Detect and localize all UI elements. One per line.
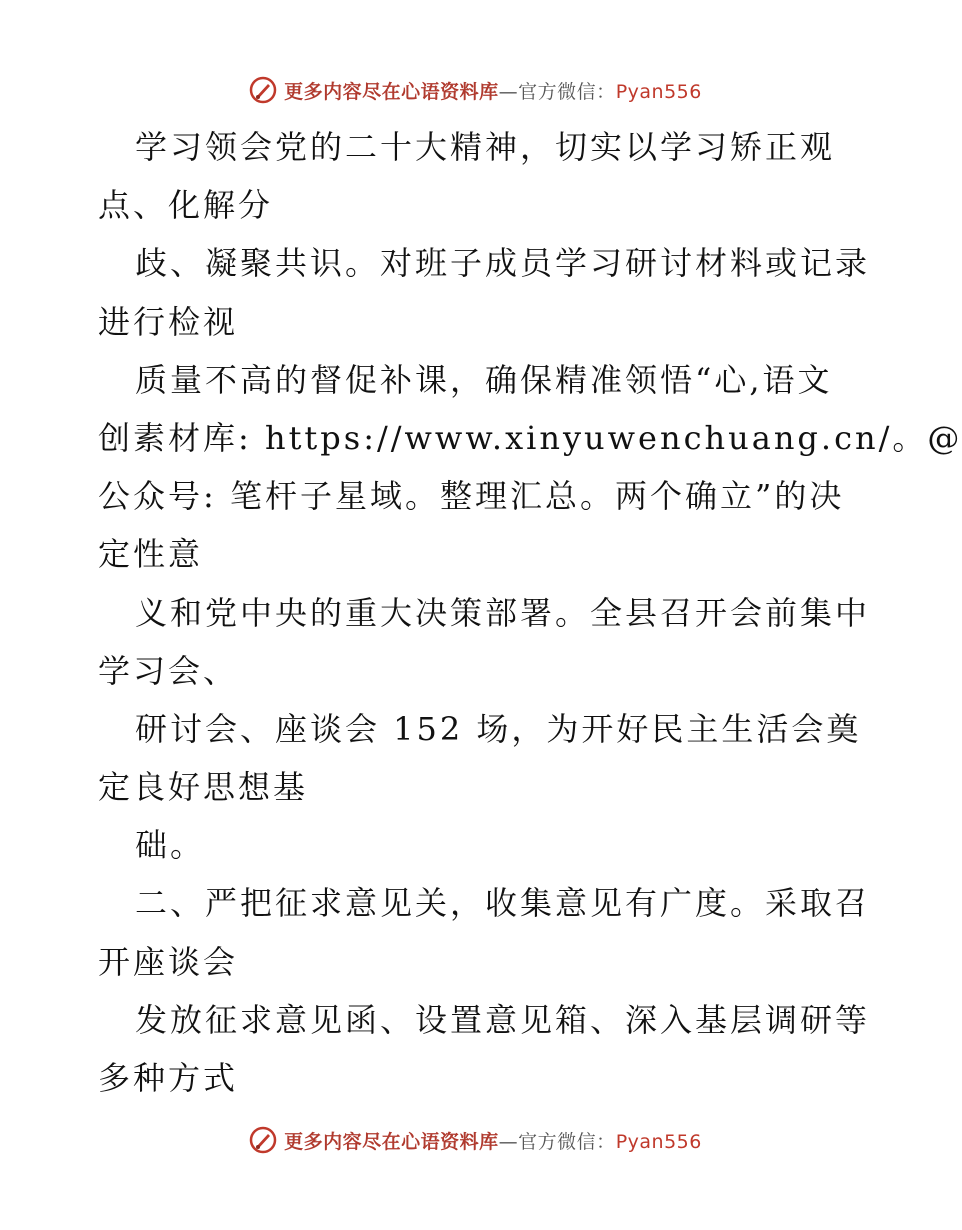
banner-text [284, 77, 702, 104]
text-line: 歧、凝聚共识。对班子成员学习研讨材料或记录 [135, 244, 871, 283]
banner-dash: — [498, 80, 519, 103]
text-line: 进行检视 [98, 302, 239, 341]
banner-handle: Pyan556 [615, 80, 702, 103]
text-line: 定性意 [98, 535, 204, 574]
text-line: 学习会、 [98, 651, 239, 690]
text-line: 点、化解分 [98, 186, 274, 225]
document-body [98, 118, 962, 1107]
header-banner [0, 70, 950, 110]
banner-label: 官方微信： [518, 80, 616, 103]
text-line: 公众号: 笔杆子星域。整理汇总。两个确立”的决 [98, 477, 845, 516]
quill-logo-icon [248, 75, 278, 105]
text-line: 创素材库: https://www.xinyuwenchuang.cn/。@ [98, 418, 962, 457]
text-line: 质量不高的督促补课，确保精准领悟“心,语文 [135, 360, 833, 399]
banner-handle: Pyan556 [615, 1130, 702, 1153]
text-line: 研讨会、座谈会 152 场，为开好民主生活会奠 [135, 709, 862, 748]
text-line: 二、严把征求意见关，收集意见有广度。采取召 [135, 884, 871, 923]
banner-brand: 更多内容尽在心语资料库 [284, 1130, 499, 1153]
banner-text [284, 1127, 702, 1154]
text-line: 础。 [135, 826, 206, 865]
text-line: 定良好思想基 [98, 768, 309, 807]
quill-logo-icon [248, 1125, 278, 1155]
text-line: 多种方式 [98, 1059, 239, 1097]
text-line: 学习领会党的二十大精神，切实以学习矫正观 [135, 128, 836, 166]
banner-brand: 更多内容尽在心语资料库 [284, 80, 499, 103]
banner-dash: — [498, 1130, 519, 1153]
banner-label: 官方微信： [518, 1130, 616, 1153]
text-line: 义和党中央的重大决策部署。全县召开会前集中 [135, 593, 871, 632]
text-line: 发放征求意见函、设置意见箱、深入基层调研等 [135, 1000, 871, 1039]
footer-banner [0, 1120, 950, 1160]
text-line: 开座谈会 [98, 942, 239, 981]
